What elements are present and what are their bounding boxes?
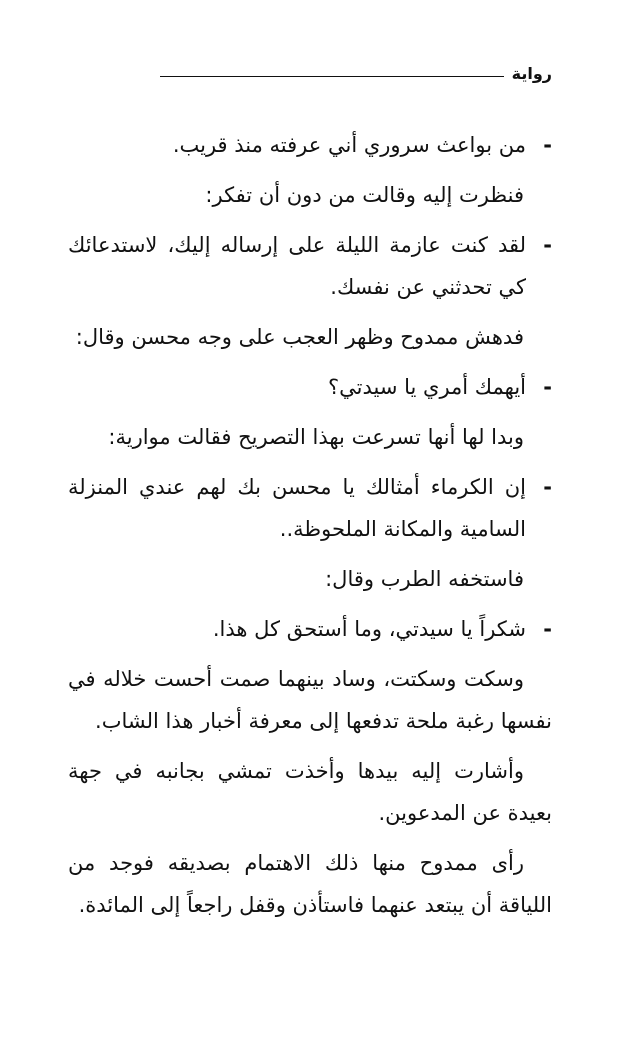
narration-paragraph: وبدا لها أنها تسرعت بهذا التصريح فقالت موارية: bbox=[108, 425, 524, 449]
header-rule bbox=[160, 76, 504, 77]
narration-paragraph: فدهش ممدوح وظهر العجب على وجه محسن وقال: bbox=[75, 325, 524, 349]
dialogue-line: - إن الكرماء أمثالك يا محسن بك لهم عندي المنزلة السامية والمكانة الملحوظة.. bbox=[68, 466, 552, 550]
narration-paragraph: وسكت وسكتت، وساد بينهما صمت أحست خلاله في نفسها رغبة ملحة تدفعها إلى معرفة أخبار هذا الشاب. bbox=[68, 667, 552, 733]
narration-paragraph: فاستخفه الطرب وقال: bbox=[325, 567, 524, 591]
running-header bbox=[160, 62, 552, 86]
narration-paragraph: وأشارت إليه بيدها وأخذت تمشي بجانبه في جهة بعيدة عن المدعوين. bbox=[68, 759, 552, 825]
narration-paragraph: رأى ممدوح منها ذلك الاهتمام بصديقه فوجد من اللياقة أن يبتعد عنهما فاستأذن وقفل راجعاً إلى المائدة. bbox=[68, 851, 552, 917]
narration-paragraph: فنظرت إليه وقالت من دون أن تفكر: bbox=[205, 183, 524, 207]
dialogue-line: - لقد كنت عازمة الليلة على إرساله إليك، لاستدعائك كي تحدثني عن نفسك. bbox=[68, 224, 552, 308]
dialogue-line: - أيهمك أمري يا سيدتي؟ bbox=[68, 366, 552, 408]
running-title: رواية bbox=[511, 64, 552, 83]
dialogue-line: - شكراً يا سيدتي، وما أستحق كل هذا. bbox=[68, 608, 552, 650]
dialogue-line: - من بواعث سروري أني عرفته منذ قريب. bbox=[68, 124, 552, 166]
book-page bbox=[68, 0, 552, 1050]
body-text bbox=[68, 124, 552, 934]
